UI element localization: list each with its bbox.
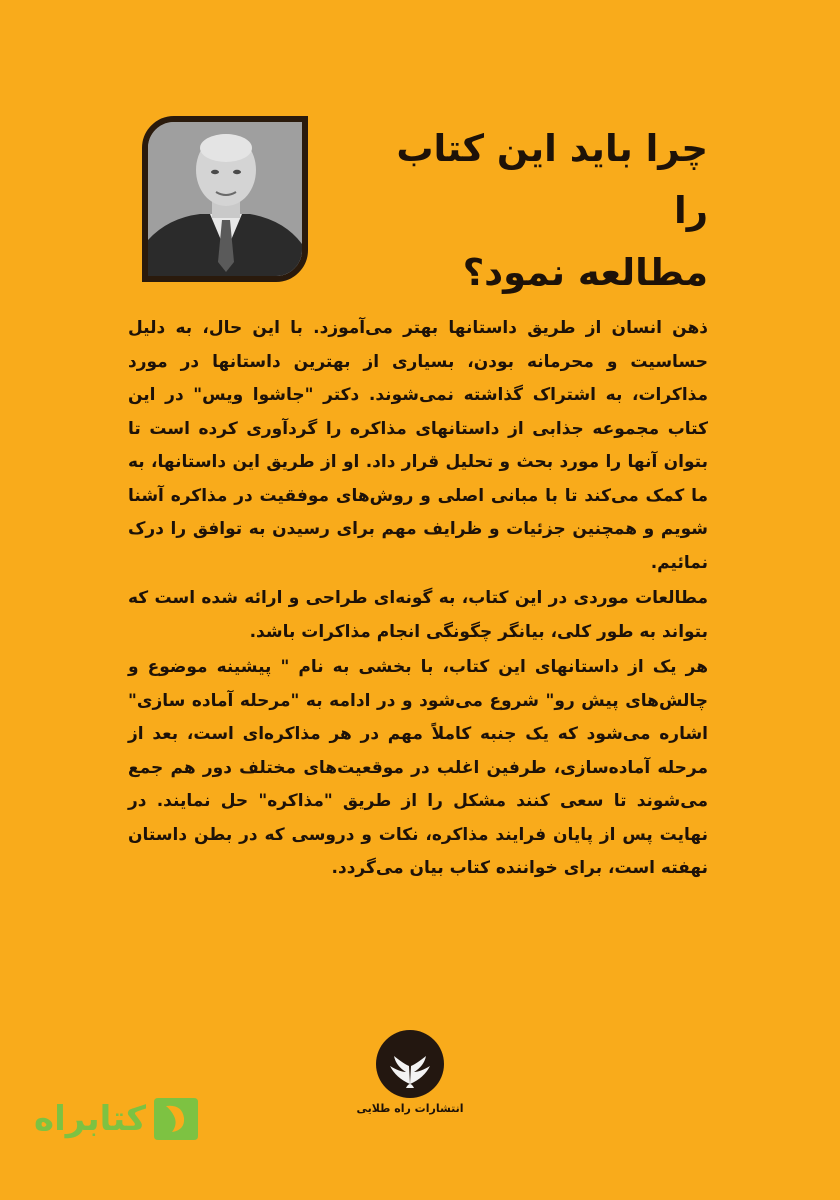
phoenix-logo-icon	[376, 1030, 444, 1098]
paragraph-3: هر یک از داستانهای این کتاب، با بخشی به نام " پیشینه موضوع و چالش‌های پیش رو" شروع می‌شود و در ادامه به "مرحله آماده سازی" اشاره می‌شود که یک جنبه کاملاً مهم در هر مذاکره‌ای است، بعد از مرحله آماده‌سازی، طرفین اغلب در موقعیت‌های مختلف دور هم جمع می‌شوند تا سعی کنند مشکل را از طریق "مذاکره" حل نمایند. در نهایت پس از پایان فرایند مذاکره، نکات و دروسی که در بطن داستان نهفته است، برای خواننده کتاب بیان می‌گردد.	[128, 657, 708, 878]
brand-wordmark: کتابراه	[34, 1099, 147, 1139]
publisher-logo	[350, 1030, 470, 1115]
author-photo-frame	[142, 116, 308, 282]
ketabrah-logo-icon	[152, 1096, 200, 1142]
paragraph-2: مطالعات موردی در این کتاب، به گونه‌ای طراحی و ارائه شده است که بتواند به طور کلی، بیانگر چگونگی انجام مذاکرات باشد.	[128, 588, 708, 642]
paragraph-1: ذهن انسان از طریق داستانها بهتر می‌آموزد. با این حال، به دلیل حساسیت و محرمانه بودن، بسیاری از بهترین داستانها در مورد مذاکرات، به اشتراک گذاشته نمی‌شوند. دکتر "جاشوا ویس" در این کتاب مجموعه جذابی از داستانهای مذاکره را گردآوری کرده است تا بتوان آنها را مورد بحث و تحلیل قرار داد. او از طریق این داستانها، به ما کمک می‌کند تا با مبانی اصلی و روش‌های موفقیت در مذاکره آشنا شویم و همچنین جزئیات و ظرایف مهم برای رسیدن به توافق را درک نمائیم.	[128, 318, 708, 573]
page-title	[378, 118, 708, 304]
author-portrait-icon	[148, 122, 302, 276]
title-line-1: چرا باید این کتاب را	[396, 127, 708, 232]
title-line-2: مطالعه نمود؟	[462, 251, 708, 294]
body-text	[128, 312, 708, 886]
ketabrah-brand[interactable]	[34, 1096, 200, 1142]
publisher-name: انتشارات راه طلایی	[356, 1102, 464, 1115]
